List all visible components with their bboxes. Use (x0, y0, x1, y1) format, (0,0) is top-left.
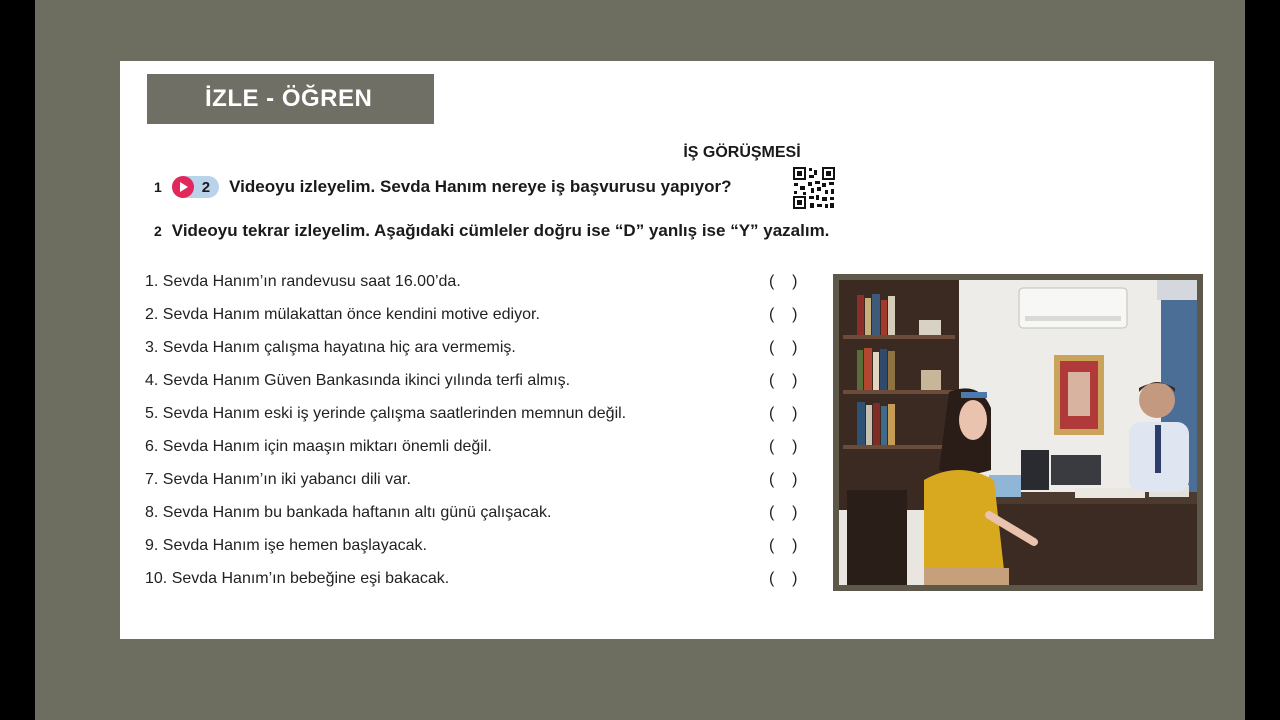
list-item (145, 436, 805, 469)
instruction-text: Videoyu izleyelim. Sevda Hanım nereye iş başvurusu yapıyor? (229, 177, 732, 196)
answer-box[interactable]: ( ) (769, 273, 798, 290)
answer-box[interactable]: ( ) (769, 471, 798, 488)
play-icon[interactable] (172, 176, 194, 198)
statement-text: 5. Sevda Hanım eski iş yerinde çalışma saatlerinden memnun değil. (145, 405, 627, 422)
instruction-number: 2 (154, 223, 162, 239)
list-item (145, 370, 805, 403)
statement-list (145, 271, 805, 601)
list-item (145, 502, 805, 535)
list-item (145, 535, 805, 568)
video-number: 2 (201, 178, 211, 196)
answer-box[interactable]: ( ) (769, 339, 798, 356)
section-banner: İZLE - ÖĞREN (147, 74, 434, 124)
list-item (145, 271, 805, 304)
answer-box[interactable]: ( ) (769, 537, 798, 554)
statement-text: 10. Sevda Hanım’ın bebeğine eşi bakacak. (145, 570, 450, 587)
qr-code-icon[interactable] (792, 166, 836, 210)
answer-box[interactable]: ( ) (769, 570, 798, 587)
section-title: İŞ GÖRÜŞMESİ (683, 144, 801, 161)
list-item (145, 304, 805, 337)
slide-frame (35, 0, 1245, 720)
statement-text: 2. Sevda Hanım mülakattan önce kendini motive ediyor. (145, 306, 540, 323)
answer-box[interactable]: ( ) (769, 438, 798, 455)
instruction-2 (154, 221, 829, 241)
statement-text: 9. Sevda Hanım işe hemen başlayacak. (145, 537, 427, 554)
answer-box[interactable]: ( ) (769, 504, 798, 521)
instruction-text: Videoyu tekrar izleyelim. Aşağıdaki cümleler doğru ise “D” yanlış ise “Y” yazalım. (171, 221, 830, 240)
statement-text: 4. Sevda Hanım Güven Bankasında ikinci yılında terfi almış. (145, 372, 571, 389)
instruction-number: 1 (154, 179, 162, 195)
instruction-1 (154, 176, 731, 198)
answer-box[interactable]: ( ) (769, 306, 798, 323)
office-scene-illustration (839, 280, 1197, 585)
list-item (145, 568, 805, 601)
answer-box[interactable]: ( ) (769, 405, 798, 422)
answer-box[interactable]: ( ) (769, 372, 798, 389)
textbook-page (120, 61, 1214, 639)
list-item (145, 469, 805, 502)
statement-text: 1. Sevda Hanım’ın randevusu saat 16.00’da. (145, 273, 461, 290)
statement-text: 6. Sevda Hanım için maaşın miktarı önemli değil. (145, 438, 492, 455)
list-item (145, 337, 805, 370)
statement-text: 8. Sevda Hanım bu bankada haftanın altı günü çalışacak. (145, 504, 552, 521)
list-item (145, 403, 805, 436)
interview-photo (833, 274, 1203, 591)
statement-text: 7. Sevda Hanım’ın iki yabancı dili var. (145, 471, 411, 488)
statement-text: 3. Sevda Hanım çalışma hayatına hiç ara vermemiş. (145, 339, 516, 356)
video-badge[interactable] (172, 176, 219, 198)
